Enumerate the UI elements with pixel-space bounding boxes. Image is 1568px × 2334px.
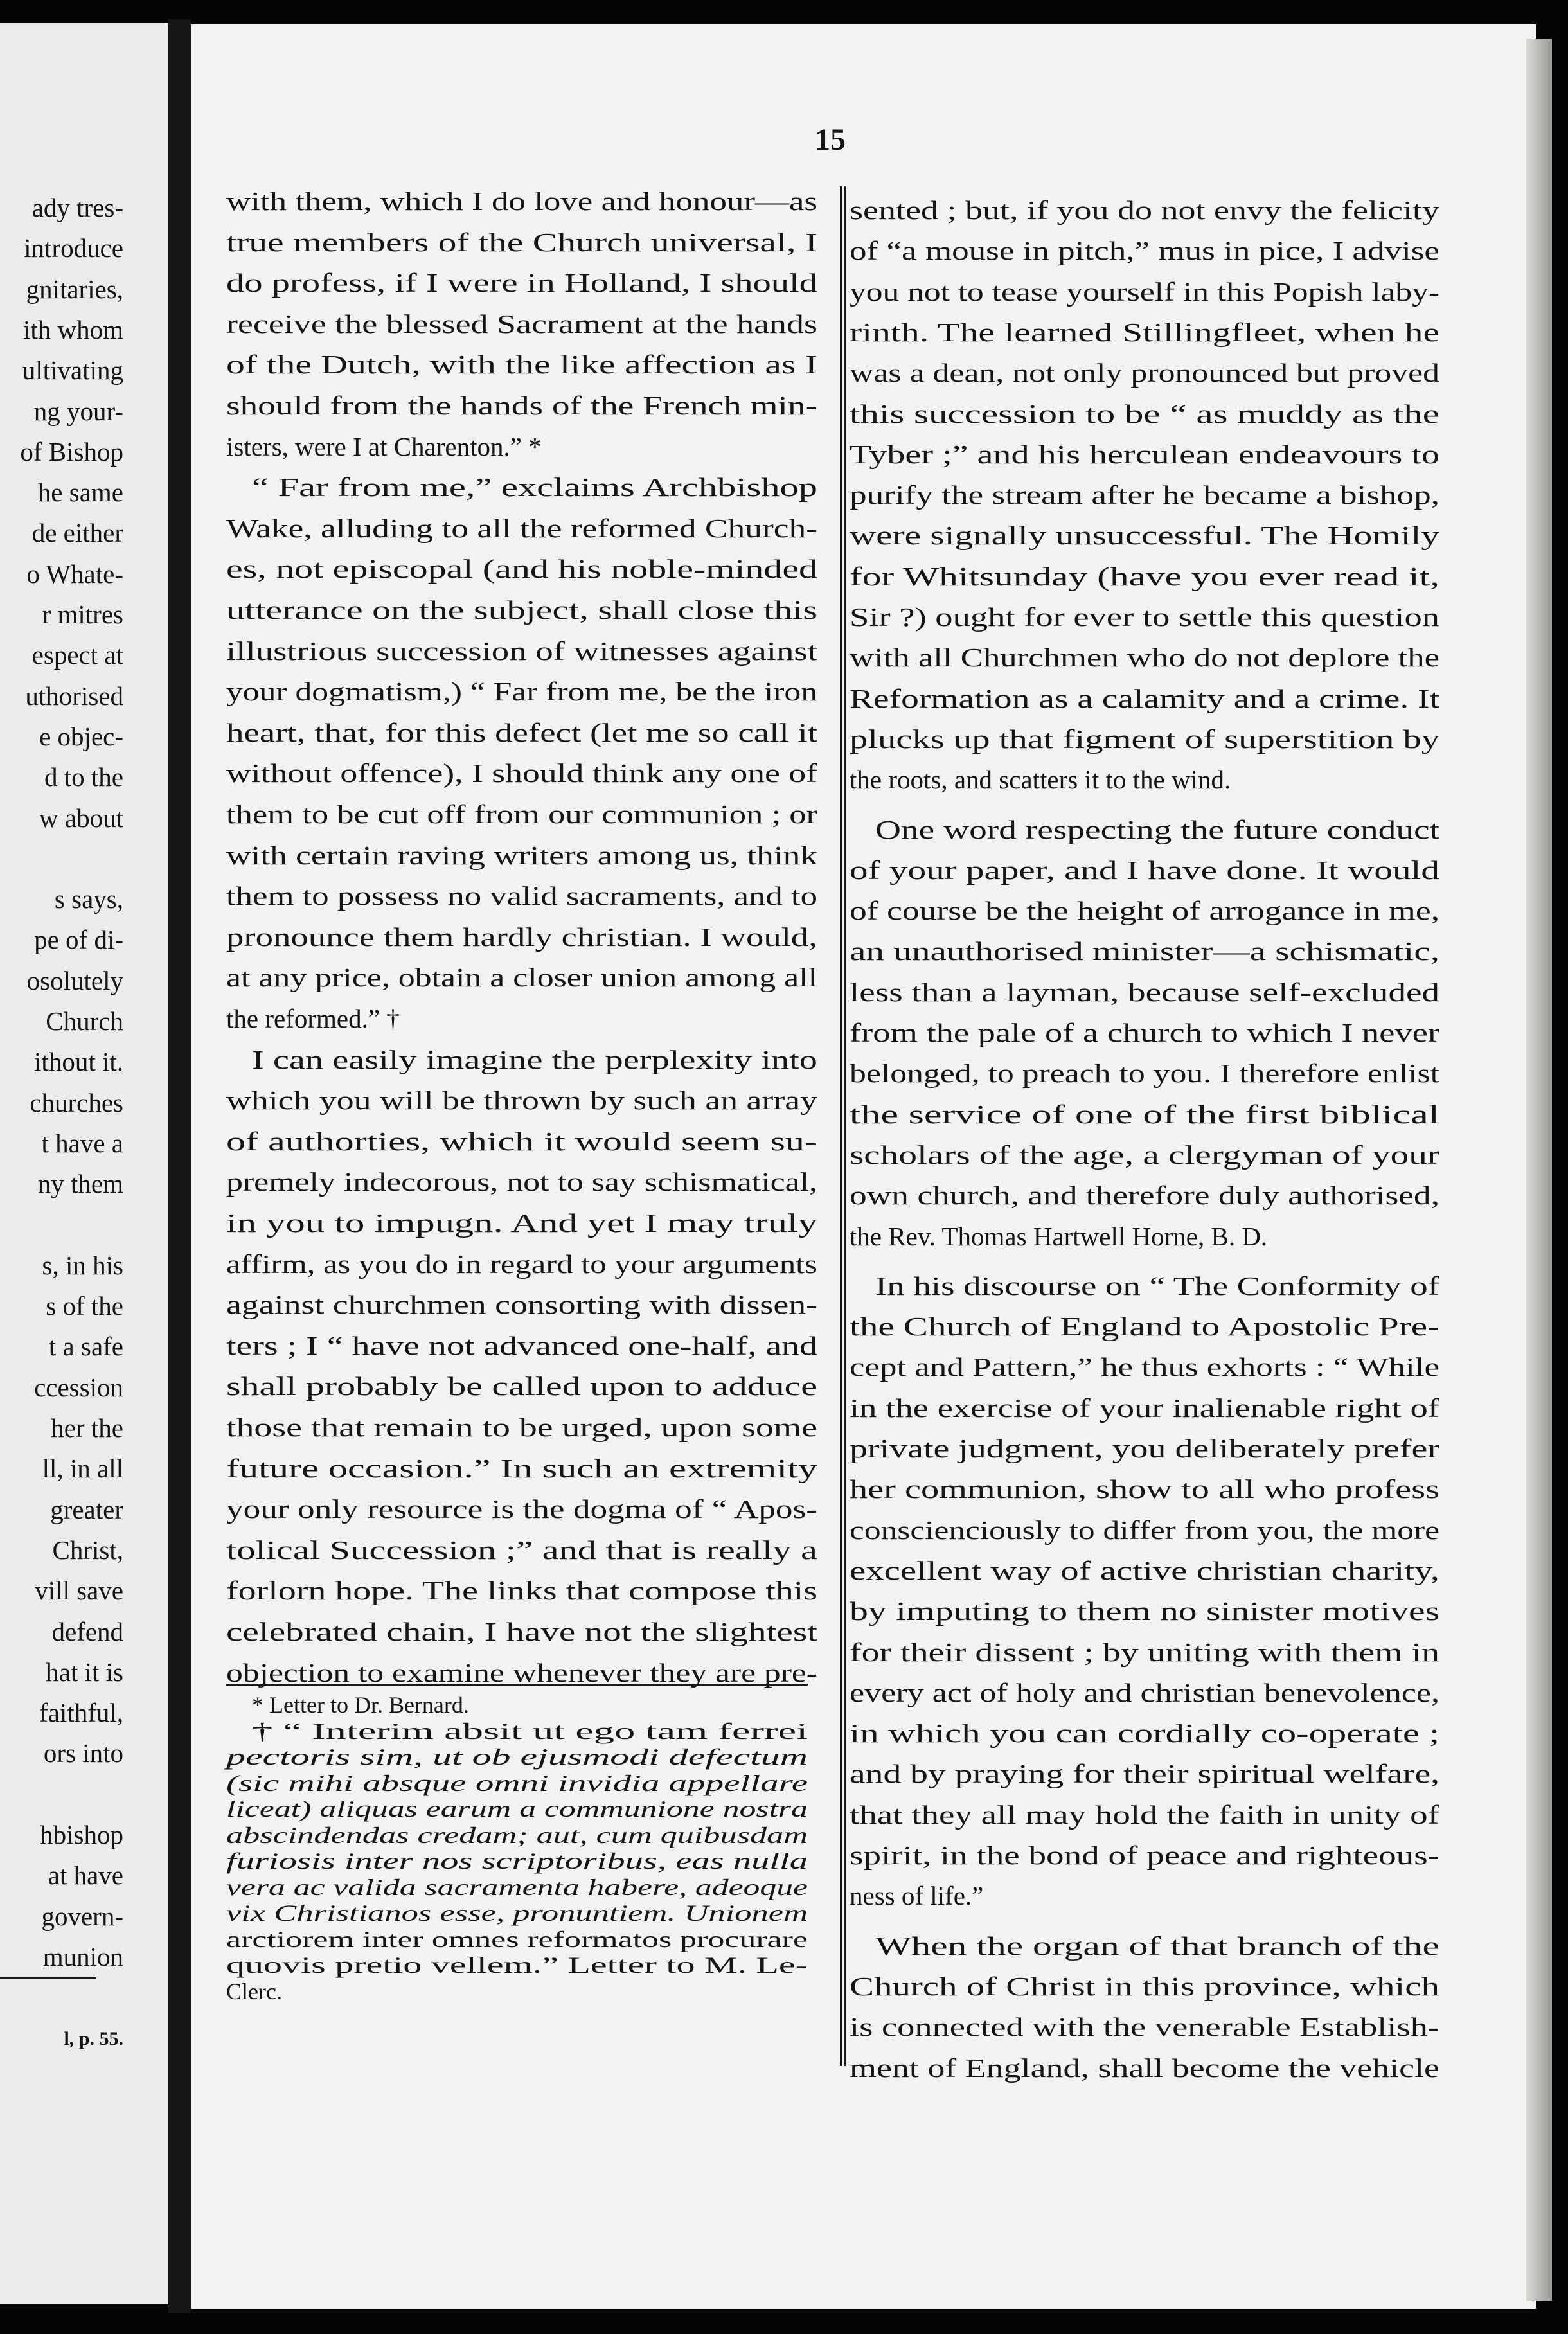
left-column-line: Wake, alluding to all the reformed Church- xyxy=(226,513,817,543)
left-page-fragment-line: Christ, xyxy=(52,1535,123,1565)
left-page-fragment-line: ccession xyxy=(34,1372,123,1402)
left-column-line: premely indecorous, not to say schismatical, xyxy=(226,1167,817,1197)
right-column-line: was a dean, not only pronounced but proved xyxy=(850,358,1439,388)
left-page-fragment-line: espect at xyxy=(31,640,123,670)
left-page-fragment-line: he same xyxy=(37,477,123,508)
left-column-line: receive the blessed Sacrament at the hands xyxy=(226,308,817,339)
column-divider-inner xyxy=(844,186,846,2066)
left-column-line: against churchmen consorting with dissen- xyxy=(226,1290,817,1320)
left-column-line: your only resource is the dogma of “ Apos- xyxy=(226,1494,817,1524)
left-page-fragment-line: ll, in all xyxy=(42,1454,123,1484)
right-column-line: and by praying for their spiritual welfare, xyxy=(850,1759,1439,1789)
right-column-line: When the organ of that branch of the xyxy=(875,1930,1439,1961)
left-page-fragment-line: Church xyxy=(46,1006,123,1036)
right-column-line: own church, and therefore duly authorised, xyxy=(850,1180,1439,1211)
right-column-line: every act of holy and christian benevolence, xyxy=(850,1677,1439,1707)
book-gutter xyxy=(168,19,191,2313)
left-column-line: tolical Succession ;” and that is really a xyxy=(226,1535,817,1565)
left-column-line: shall probably be called upon to adduce xyxy=(226,1371,817,1402)
left-column-line: in you to impugn. And yet I may truly xyxy=(226,1208,817,1238)
right-column-line: the service of one of the first biblical xyxy=(850,1099,1439,1129)
right-column-line: of course be the height of arrogance in me, xyxy=(850,896,1439,926)
left-column-line: forlorn hope. The links that compose this xyxy=(226,1576,817,1606)
left-page-fragment-line: ng your- xyxy=(33,396,123,426)
left-page-fragment-line: ny them xyxy=(37,1169,123,1199)
left-page-fragment-line: ady tres- xyxy=(31,193,123,222)
left-page-fragment-line: introduce xyxy=(24,233,123,263)
right-column-line: plucks up that figment of superstition by xyxy=(850,724,1439,754)
left-page-fragment-line: churches xyxy=(30,1087,123,1118)
right-column-line: Reformation as a calamity and a crime. It xyxy=(850,683,1439,713)
left-column-line: illustrious succession of witnesses against xyxy=(226,636,817,666)
left-column-line: them to be cut off from our communion ; or xyxy=(226,799,817,829)
left-column-line: future occasion.” In such an extremity xyxy=(226,1453,817,1483)
left-column-line: ters ; I “ have not advanced one-half, and xyxy=(226,1330,817,1360)
left-page-fragment-line: faithful, xyxy=(39,1698,123,1728)
left-page-fragment-line: ith whom xyxy=(22,314,123,344)
footnote-line: (sic mihi absque omni invidia appellare xyxy=(226,1770,808,1796)
right-column-line: purify the stream after he became a bishop, xyxy=(850,480,1439,510)
right-column-line: this succession to be “ as muddy as the xyxy=(850,398,1439,429)
left-column-line: which you will be thrown by such an array xyxy=(226,1085,817,1116)
left-page-fragment-line: defend xyxy=(51,1616,123,1646)
left-page-fragment-line: her the xyxy=(51,1413,123,1443)
left-page-fragment-line: govern- xyxy=(41,1901,123,1931)
right-column-line: the Rev. Thomas Hartwell Horne, B. D. xyxy=(850,1221,1268,1251)
left-page-fragment-line: munion xyxy=(42,1941,123,1972)
left-column-line: isters, were I at Charenton.” * xyxy=(226,431,542,461)
page-edge-shadow xyxy=(1526,39,1552,2301)
right-column-line: you not to tease yourself in this Popish laby- xyxy=(850,276,1439,307)
footnote-line: furiosis inter nos scriptoribus, eas nulla xyxy=(226,1848,808,1874)
right-column-line: an unauthorised minister—a schismatic, xyxy=(850,936,1439,967)
left-page-fragment-line: osolutely xyxy=(26,965,123,995)
left-column-line: es, not episcopal (and his noble-minded xyxy=(226,554,817,584)
left-column-line: of the Dutch, with the like affection as I xyxy=(226,350,817,380)
right-column-line: excellent way of active christian charity, xyxy=(850,1555,1439,1585)
right-column-line: in which you can cordially co-operate ; xyxy=(850,1718,1439,1749)
left-page-fragment-line: l, p. 55. xyxy=(64,2028,123,2049)
left-page-fragment-line: hat it is xyxy=(46,1657,123,1687)
right-column-line: by imputing to them no sinister motives xyxy=(850,1596,1439,1626)
left-page-fragment-line: hbishop xyxy=(40,1820,123,1849)
right-column-line: In his discourse on “ The Conformity of xyxy=(875,1270,1439,1301)
right-column-line: conscienciously to differ from you, the more xyxy=(850,1515,1439,1545)
left-page-footnote-rule xyxy=(0,1977,96,1979)
column-divider xyxy=(840,186,842,2066)
right-column-line: less than a layman, because self-excluded xyxy=(850,977,1439,1007)
right-column-line: scholars of the age, a clergyman of your xyxy=(850,1139,1439,1170)
left-page-fragment-line: pe of di- xyxy=(34,925,123,955)
footnote-line: quovis pretio vellem.” Letter to M. Le- xyxy=(226,1952,808,1978)
footnote-line: abscindendas credam; aut, cum quibusdam xyxy=(226,1822,808,1848)
page-number: 15 xyxy=(815,123,846,157)
left-page-fragment-line: greater xyxy=(50,1494,123,1524)
left-column-line: without offence), I should think any one of xyxy=(226,758,817,788)
footnote-line: * Letter to Dr. Bernard. xyxy=(252,1692,469,1718)
left-column-line: true members of the Church universal, I xyxy=(226,227,817,257)
right-column-line: of “a mouse in pitch,” mus in pice, I advise xyxy=(850,236,1439,266)
left-column-line: I can easily imagine the perplexity into xyxy=(252,1044,817,1074)
left-column-line: do profess, if I were in Holland, I should xyxy=(226,268,817,298)
right-column-line: were signally unsuccessful. The Homily xyxy=(850,521,1439,551)
right-column-line: cept and Pattern,” he thus exhorts : “ While xyxy=(850,1352,1439,1382)
footnote-line: Clerc. xyxy=(226,1978,282,2004)
left-column-line: “ Far from me,” exclaims Archbishop xyxy=(252,472,817,503)
right-column-line: with all Churchmen who do not deplore the xyxy=(850,643,1439,673)
left-page-fragment-line: o Whate- xyxy=(26,558,123,589)
right-column-line: for Whitsunday (have you ever read it, xyxy=(850,561,1439,591)
left-column-line: affirm, as you do in regard to your arguments xyxy=(226,1249,817,1279)
right-column-line: the Church of England to Apostolic Pre- xyxy=(850,1312,1439,1342)
right-column-line: ment of England, shall become the vehicle xyxy=(850,2053,1439,2083)
left-page-fragment-line: gnitaries, xyxy=(26,274,123,304)
left-page-fragment-line: d to the xyxy=(44,762,123,792)
left-column-line: them to possess no valid sacraments, and to xyxy=(226,881,817,911)
left-column-line: the reformed.” † xyxy=(226,1004,400,1033)
right-column-line: in the exercise of your inalienable right of xyxy=(850,1393,1439,1423)
left-column-line: your dogmatism,) “ Far from me, be the iron xyxy=(226,677,817,707)
left-page-fragment-line: s, in his xyxy=(42,1250,123,1280)
right-column-line: is connected with the venerable Establish- xyxy=(850,2012,1439,2042)
right-column-line: her communion, show to all who profess xyxy=(850,1474,1439,1504)
left-column-line: with certain raving writers among us, think xyxy=(226,840,817,870)
left-column-line: pronounce them hardly christian. I would, xyxy=(226,922,817,952)
left-page-fragment-line: ultivating xyxy=(22,355,123,386)
left-page-fragment-line: at have xyxy=(48,1860,123,1891)
left-column-line: objection to examine whenever they are pre- xyxy=(226,1657,817,1688)
right-column-line: that they all may hold the faith in unity of xyxy=(850,1799,1439,1830)
left-page-fragment-line: r mitres xyxy=(42,600,123,629)
right-column-line: belonged, to preach to you. I therefore enlist xyxy=(850,1058,1439,1089)
right-column-line: Church of Christ in this province, which xyxy=(850,1971,1439,2001)
right-column-line: private judgment, you deliberately prefer xyxy=(850,1434,1439,1463)
left-page-fragment-line: ithout it. xyxy=(34,1047,123,1077)
right-column-line: One word respecting the future conduct xyxy=(875,814,1439,844)
right-column-line: spirit, in the bond of peace and righteous- xyxy=(850,1840,1439,1870)
right-column-line: rinth. The learned Stillingfleet, when he xyxy=(850,317,1439,347)
left-page-fragment-line: e objec- xyxy=(39,721,123,751)
left-column-line: should from the hands of the French min- xyxy=(226,391,817,420)
left-column-line: celebrated chain, I have not the slightest xyxy=(226,1617,817,1646)
footnote-line: † “ Interim absit ut ego tam ferrei xyxy=(252,1718,808,1744)
left-column-line: with them, which I do love and honour—as xyxy=(226,186,817,216)
left-page-fragment-line: of Bishop xyxy=(20,436,123,467)
left-column-line: utterance on the subject, shall close this xyxy=(226,595,817,625)
left-page-fragment-line: w about xyxy=(39,803,123,833)
right-column-line: Sir ?) ought for ever to settle this question xyxy=(850,602,1439,632)
footnote-line: vera ac valida sacramenta habere, adeoque xyxy=(226,1874,808,1900)
left-column-line: of authorties, which it would seem su- xyxy=(226,1126,817,1156)
left-column-line: at any price, obtain a closer union among all xyxy=(226,963,817,993)
left-page-fragment-line: de either xyxy=(31,518,123,548)
left-page-fragment-line: vill save xyxy=(35,1576,123,1606)
left-page-fragment-line: s of the xyxy=(46,1291,123,1321)
left-page-fragment-line: ors into xyxy=(43,1738,123,1768)
left-page-fragment-line: s says, xyxy=(54,884,123,914)
footnote-line: vix Christianos esse, pronuntiem. Unionem xyxy=(226,1900,808,1926)
left-page-fragment-line: t a safe xyxy=(48,1332,123,1362)
right-column-line: Tyber ;” and his herculean endeavours to xyxy=(850,439,1439,469)
right-column-line: sented ; but, if you do not envy the felicity xyxy=(850,195,1439,225)
right-column-line: of your paper, and I have done. It would xyxy=(850,855,1439,885)
right-column-line: ness of life.” xyxy=(850,1881,984,1911)
right-column-line: for their dissent ; by uniting with them in xyxy=(850,1637,1439,1667)
left-column-line: those that remain to be urged, upon some xyxy=(226,1412,817,1442)
right-column-line: the roots, and scatters it to the wind. xyxy=(850,765,1231,795)
footnote-line: pectoris sim, ut ob ejusmodi defectum xyxy=(226,1744,808,1770)
left-column-line: heart, that, for this defect (let me so call it xyxy=(226,717,817,747)
left-page-fragment-line: uthorised xyxy=(25,681,123,711)
footnote-line: arctiorem inter omnes reformatos procurare xyxy=(226,1926,808,1952)
left-page-fragment-line: t have a xyxy=(41,1128,123,1158)
right-column-line: from the pale of a church to which I never xyxy=(850,1018,1439,1047)
footnote-line: liceat) aliquas earum a communione nostra xyxy=(226,1796,808,1822)
